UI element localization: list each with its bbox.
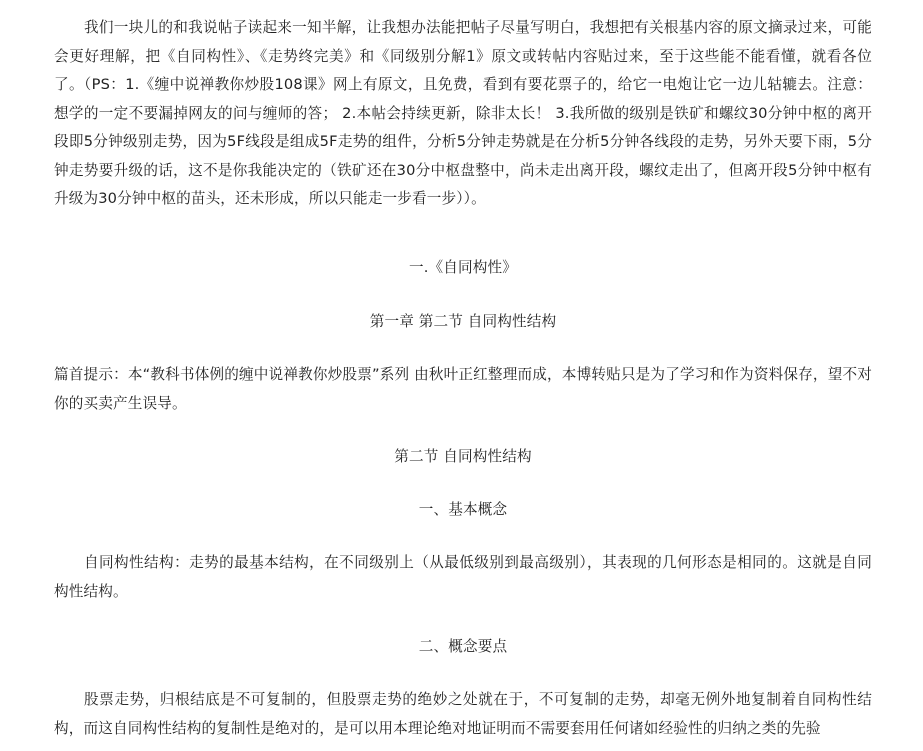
header-hint-paragraph: 篇首提示：本“教科书体例的缠中说禅教你炒股票”系列 由秋叶正红整理而成，本博转贴只是为了学习和作为资料保存，望不对你的买卖产生误导。 — [54, 366, 872, 412]
section-heading-self-isomorphism: 一.《自同构性》 — [409, 259, 517, 276]
chapter-heading: 第一章 第二节 自同构性结构 — [369, 313, 557, 330]
subsection-heading-basic-concept: 一、基本概念 — [418, 501, 508, 518]
section-heading: 第二节 自同构性结构 — [394, 448, 532, 465]
subsection-heading-key-points: 二、概念要点 — [418, 638, 508, 655]
body-paragraph: 股票走势，归根结底是不可复制的，但股票走势的绝妙之处就在于，不可复制的走势，却毫无例外地复制着自同构性结构，而这自同构性结构的复制性是绝对的，是可以用本理论绝对地证明而不需要套用任何诸如经验性的归纳之类的先验 — [54, 691, 872, 737]
intro-paragraph: 我们一块儿的和我说帖子读起来一知半解，让我想办法能把帖子尽量写明白，我想把有关根基内容的原文摘录过来，可能会更好理解，把《自同构性》、《走势终完美》和《同级别分解1》原文或转帖内容贴过来，至于这些能不能看懂，就看各位了。（PS：1.《缠中说禅教你炒股108课》网上有原文，且免费，看到有要花票子的，给它一电炮让它一边儿轱辘去。注意：想学的一定不要漏掉网友的问与缠师的答； 2.本帖会持续更新，除非太长！ 3.我所做的级别是铁矿和螺纹30分钟中枢的离开段即5分钟级别走势，因为5F线段是组成5F走势的组件，分析5分钟走势就是在分析5分钟各线段的走势，另外天要下雨，5分钟走势要升级的话，这不是你我能决定的（铁矿还在30分中枢盘整中，尚未走出离开段，螺纹走出了，但离开段5分钟中枢有升级为30分钟中枢的苗头，还未形成，所以只能走一步看一步））。 — [54, 19, 872, 207]
definition-paragraph: 自同构性结构：走势的最基本结构，在不同级别上（从最低级别到最高级别），其表现的几何形态是相同的。这就是自同构性结构。 — [54, 554, 872, 600]
